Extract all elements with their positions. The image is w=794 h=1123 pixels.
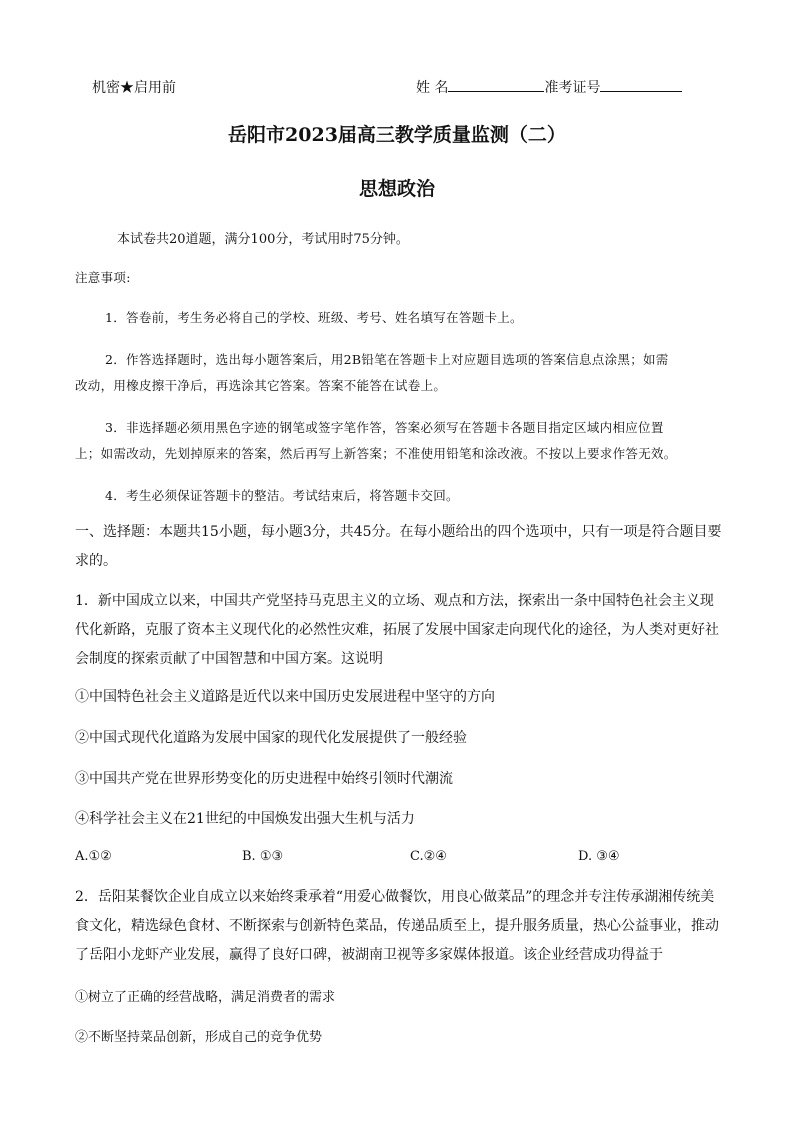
question-1-option-b[interactable]: B. ①③ <box>242 849 284 864</box>
section-1-instructions: 一、选择题：本题共15小题，每小题3分，共45分。在每小题给出的四个选项中，只有一项是符合题目要求的。 <box>75 524 722 569</box>
question-2-stem: 2．岳阳某餐饮企业自成立以来始终秉承着“用爱心做餐饮，用良心做菜品”的理念并专注传承湖湘传统美食文化，精选绿色食材、不断探索与创新特色菜品，传递品质至上，提升服务质量，热心公益事业，推动了岳阳小龙虾产业发展，赢得了良好口碑，被湖南卫视等多家媒体报道。该企业经营成功得益于 <box>75 889 719 963</box>
intro-text: 本试卷共20道题，满分100分，考试用时75分钟。 <box>117 232 409 247</box>
notice-item-4: 4．考生必须保证答题卡的整洁。考试结束后，将答题卡交回。 <box>105 488 459 503</box>
question-1-statement-4: ④科学社会主义在21世纪的中国焕发出强大生机与活力 <box>75 811 415 827</box>
question-1-statement-1: ①中国特色社会主义道路是近代以来中国历史发展进程中坚守的方向 <box>75 689 495 705</box>
question-1-statement-3: ③中国共产党在世界形势变化的历史进程中始终引领时代潮流 <box>75 771 453 787</box>
notice-item-3-line-2: 上；如需改动，先划掉原来的答案，然后再写上新答案；不准使用铅笔和涂改液。不按以上要求作答无效。 <box>75 446 677 461</box>
question-1-option-d[interactable]: D. ③④ <box>578 849 620 864</box>
subject-title: 思想政治 <box>358 178 435 200</box>
exam-no-field[interactable] <box>600 78 682 92</box>
question-2-statement-1: ①树立了正确的经营战略，满足消费者的需求 <box>75 990 336 1005</box>
name-field[interactable] <box>448 78 544 92</box>
question-2-statement-2: ②不断坚持菜品创新，形成自己的竞争优势 <box>75 1030 323 1045</box>
question-1-stem: 1．新中国成立以来，中国共产党坚持马克思主义的立场、观点和方法，探索出一条中国特色社会主义现代化新路，克服了资本主义现代化的必然性灾难，拓展了发展中国家走向现代化的途径，为人类对更好社会制度的探索贡献了中国智慧和中国方案。这说明 <box>75 593 719 667</box>
notice-item-3-line-1: 3．非选择题必须用黑色字迹的钢笔或签字笔作答，答案必须写在答题卡各题目指定区域内相应位置 <box>105 420 664 435</box>
notice-item-2-line-2: 改动，用橡皮擦干净后，再选涂其它答案。答案不能答在试卷上。 <box>75 378 447 393</box>
notice-item-2-line-1: 2．作答选择题时，选出每小题答案后，用2B铅笔在答题卡上对应题目选项的答案信息点涂黑；如需 <box>105 352 669 367</box>
question-1-option-a[interactable]: A.①② <box>75 849 112 864</box>
question-1-options <box>75 849 725 869</box>
notice-item-1: 1．答卷前，考生务必将自己的学校、班级、考号、姓名填写在答题卡上。 <box>105 310 523 325</box>
name-label: 姓 名 <box>416 80 449 96</box>
notice-heading: 注意事项: <box>75 270 131 285</box>
exam-no-label: 准考证号 <box>544 80 601 96</box>
confidential-label: 机密★启用前 <box>92 80 176 96</box>
question-1-statement-2: ②中国式现代化道路为发展中国家的现代化发展提供了一般经验 <box>75 730 467 746</box>
question-1-option-c[interactable]: C.②④ <box>410 849 447 864</box>
exam-title: 岳阳市2023届高三教学质量监测（二） <box>228 124 566 146</box>
candidate-info <box>416 77 682 97</box>
